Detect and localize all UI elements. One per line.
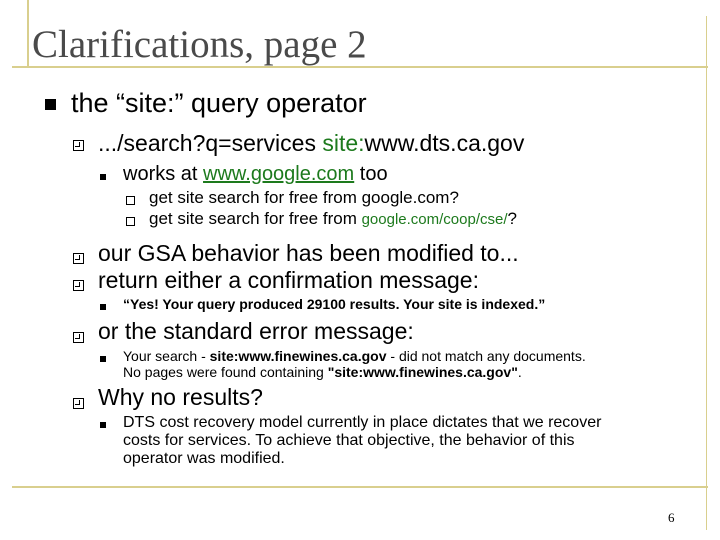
search-path: .../search?q=services xyxy=(98,130,323,156)
google-link[interactable]: www.google.com xyxy=(203,163,355,185)
site-domain: www.dts.ca.gov xyxy=(364,130,525,156)
site-operator-keyword: site: xyxy=(322,130,365,156)
error-line2-bold: "site:www.finewines.ca.gov" xyxy=(327,364,518,380)
bullet-hollow-square-icon xyxy=(73,280,84,291)
error-prefix: Your search - xyxy=(123,348,210,364)
coop-suffix: ? xyxy=(507,209,517,228)
bullet-square-icon xyxy=(100,356,106,362)
left-accent-rule xyxy=(27,0,29,68)
explanation-line3: operator was modified. xyxy=(123,450,285,467)
footer-rule xyxy=(12,486,708,488)
error-message-line2 xyxy=(123,364,522,380)
error-message-line1 xyxy=(123,348,586,364)
slide-title: Clarifications, page 2 xyxy=(32,23,367,66)
error-bold-query: site:www.finewines.ca.gov xyxy=(209,348,387,364)
bullet-hollow-square-icon xyxy=(126,196,135,205)
bullet-site-operator: the “site:” query operator xyxy=(71,88,367,118)
bullet-hollow-square-icon xyxy=(73,398,84,409)
bullet-square-icon xyxy=(45,99,56,110)
page-number: 6 xyxy=(668,510,675,525)
bullet-standard-error: or the standard error message: xyxy=(98,318,414,344)
bullet-search-example xyxy=(98,130,524,157)
explanation-line1: DTS cost recovery model currently in place dictates that we recover xyxy=(123,414,602,431)
explanation-line2: costs for services. To achieve that objective, the behavior of this xyxy=(123,432,575,449)
works-at-prefix: works at xyxy=(123,163,204,185)
bullet-works-at-google xyxy=(123,163,388,186)
bullet-hollow-square-icon xyxy=(73,332,84,343)
coop-cse-link[interactable]: google.com/coop/cse/ xyxy=(361,211,508,228)
bullet-coop-cse-question xyxy=(149,209,517,229)
bullet-gsa-modified: our GSA behavior has been modified to... xyxy=(98,240,519,266)
bullet-confirmation-message: return either a confirmation message: xyxy=(98,267,479,293)
bullet-why-no-results: Why no results? xyxy=(98,384,263,410)
bullet-google-com-question: get site search for free from google.com? xyxy=(149,188,459,207)
right-accent-rule xyxy=(706,16,707,530)
bullet-hollow-square-icon xyxy=(73,140,84,151)
confirmation-quote: “Yes! Your query produced 29100 results. Your site is indexed.” xyxy=(123,296,546,312)
bullet-square-icon xyxy=(100,304,106,310)
error-suffix: - did not match any documents. xyxy=(386,348,586,364)
error-line2-suffix: . xyxy=(517,364,522,380)
bullet-hollow-square-icon xyxy=(73,253,84,264)
bullet-hollow-square-icon xyxy=(126,217,135,226)
bullet-square-icon xyxy=(100,422,106,428)
works-at-suffix: too xyxy=(354,163,388,185)
error-line2-prefix: No pages were found containing xyxy=(123,364,328,380)
coop-prefix: get site search for free from xyxy=(149,209,362,228)
bullet-square-icon xyxy=(100,174,106,180)
